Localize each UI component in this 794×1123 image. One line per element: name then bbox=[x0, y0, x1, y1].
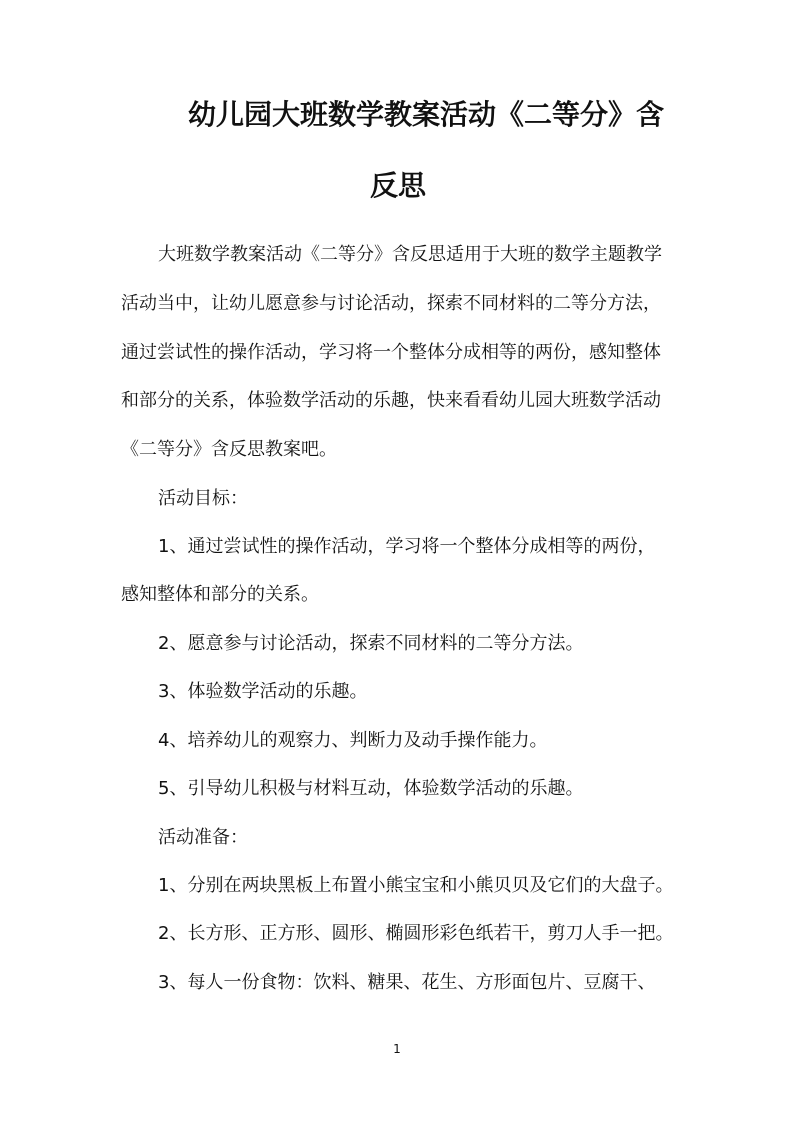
page-number: 1 bbox=[393, 1042, 401, 1056]
goal-item-1-line-2: 感知整体和部分的关系。 bbox=[121, 584, 319, 605]
intro-line-5: 《二等分》含反思教案吧。 bbox=[121, 439, 337, 460]
prep-item-2: 2、长方形、正方形、圆形、椭圆形彩色纸若干，剪刀人手一把。 bbox=[158, 923, 674, 944]
goals-heading: 活动目标： bbox=[158, 488, 248, 509]
goal-item-1-line-1: 1、通过尝试性的操作活动，学习将一个整体分成相等的两份， bbox=[158, 536, 656, 557]
intro-line-1: 大班数学教案活动《二等分》含反思适用于大班的数学主题教学 bbox=[158, 244, 662, 265]
intro-line-3: 通过尝试性的操作活动，学习将一个整体分成相等的两份，感知整体 bbox=[121, 342, 661, 363]
goal-item-5: 5、引导幼儿积极与材料互动，体验数学活动的乐趣。 bbox=[158, 778, 584, 799]
prep-item-3: 3、每人一份食物：饮料、糖果、花生、方形面包片、豆腐干、 bbox=[158, 972, 656, 993]
goal-item-4: 4、培养幼儿的观察力、判断力及动手操作能力。 bbox=[158, 730, 548, 751]
document-title-line-1: 幼儿园大班数学教案活动《二等分》含 bbox=[188, 98, 665, 131]
intro-line-2: 活动当中，让幼儿愿意参与讨论活动，探索不同材料的二等分方法， bbox=[121, 293, 661, 314]
goal-item-3: 3、体验数学活动的乐趣。 bbox=[158, 681, 368, 702]
document-title-line-2: 反思 bbox=[370, 169, 427, 202]
prep-heading: 活动准备： bbox=[158, 827, 248, 848]
prep-item-1: 1、分别在两块黑板上布置小熊宝宝和小熊贝贝及它们的大盘子。 bbox=[158, 875, 674, 896]
intro-line-4: 和部分的关系，体验数学活动的乐趣，快来看看幼儿园大班数学活动 bbox=[121, 390, 661, 411]
goal-item-2: 2、愿意参与讨论活动，探索不同材料的二等分方法。 bbox=[158, 633, 584, 654]
